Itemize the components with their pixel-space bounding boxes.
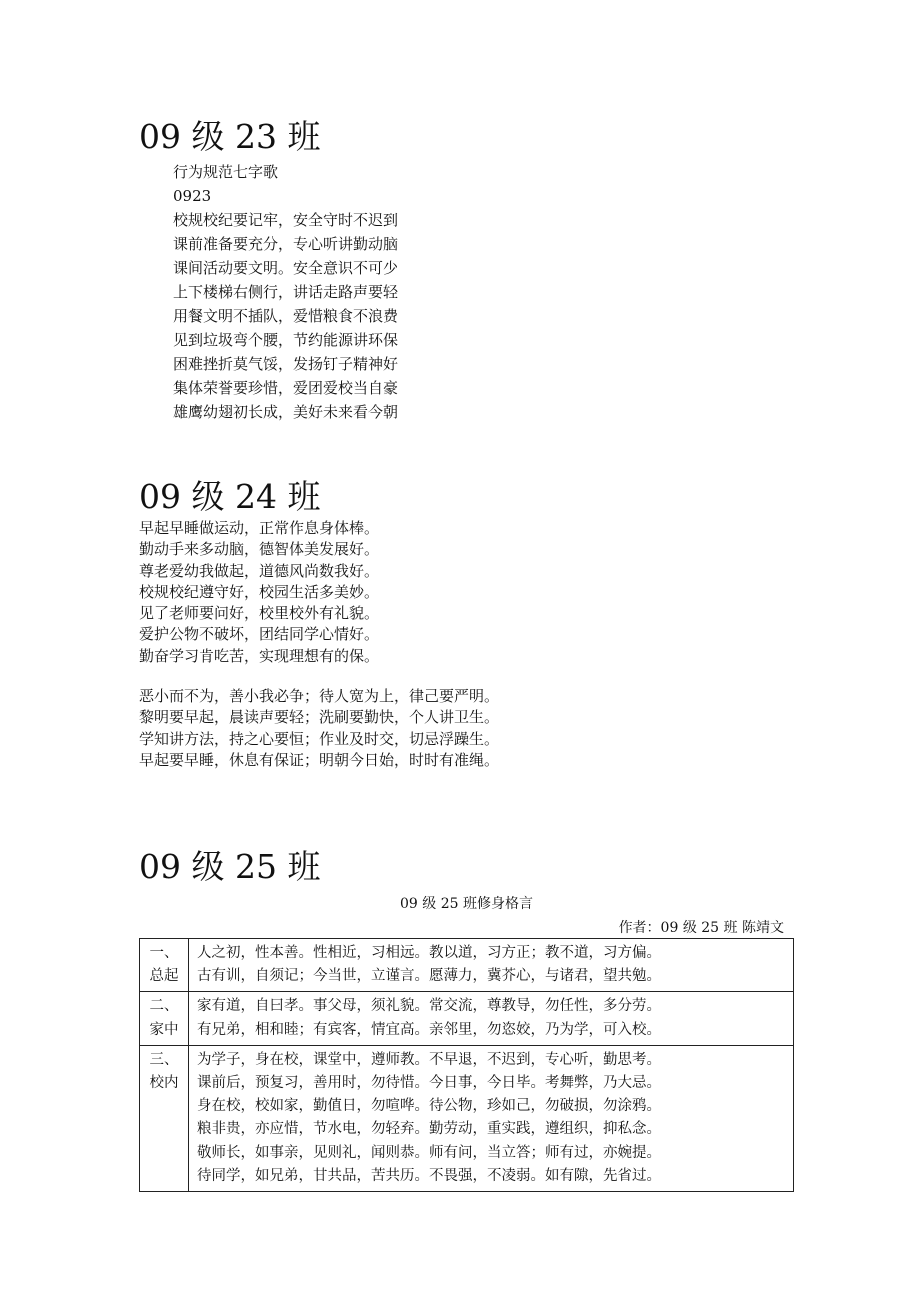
poem-line: 见到垃圾弯个腰，节约能源讲环保 [173,331,399,349]
table-row [140,992,794,1045]
poem-line: 行为规范七字歌 [173,163,279,181]
table-row [140,1045,794,1191]
section-text [189,939,794,992]
section-title: 总起 [149,968,179,985]
class24-motto [139,686,499,771]
section-number: 二、 [149,998,179,1015]
class25-heading: 09 级 25 班 [139,847,321,886]
motto-line: 早起要早睡，休息有保证；明朝今日始，时时有准绳。 [139,750,500,769]
poem-line: 上下楼梯右侧行，讲话走路声要轻 [173,283,399,301]
motto-line: 恶小而不为，善小我必争；待人宽为上，律己要严明。 [139,687,500,705]
class23-poem [173,160,398,424]
poem-line: 用餐文明不插队，爱惜粮食不浪费 [173,307,399,325]
poem-line: 校规校纪要记牢，安全守时不迟到 [173,211,399,229]
section-title: 家中 [149,1021,179,1038]
text-line: 古有训，自须记；今当世，立谨言。愿薄力，冀芥心，与诸君，望共勉。 [197,968,661,985]
text-line: 身在校，校如家，勤值日，勿喧哗。待公物，珍如己，勿破损，勿涂鸦。 [197,1098,661,1115]
text-line: 有兄弟，相和睦；有宾客，情宜高。亲邻里，勿恣姣，乃为学，可入校。 [197,1021,661,1038]
motto-line: 学知讲方法，持之心要恒；作业及时交，切忌浮躁生。 [139,729,500,748]
text-line: 课前后，预复习，善用时，勿待惜。今日事，今日毕。考舞弊，乃大忌。 [197,1075,661,1092]
text-line: 家有道，自曰孝。事父母，须礼貌。常交流，尊教导，勿任性，多分劳。 [197,998,661,1015]
table-row [140,939,794,992]
text-line: 待同学，如兄弟，甘共品，苦共历。不畏强，不凌弱。如有隙，先省过。 [197,1167,661,1184]
poem-line: 尊老爱幼我做起，道德风尚数我好。 [139,561,380,580]
motto-line: 黎明要早起，晨读声要轻；洗刷要勤快，个人讲卫生。 [139,708,500,727]
poem-line: 集体荣誉要珍惜，爱团爱校当自豪 [173,379,399,397]
class24-heading: 09 级 24 班 [139,477,321,516]
section-number: 一、 [149,945,179,961]
class25-author: 作者：09 级 25 班 陈靖文 [618,920,784,936]
poem-line: 勤奋学习肯吃苦，实现理想有的保。 [139,646,380,665]
text-line: 为学子，身在校，课堂中，遵师教。不早退，不迟到，专心听，勤思考。 [197,1051,661,1068]
poem-line: 困难挫折莫气馁，发扬钉子精神好 [173,355,399,373]
section-number: 三、 [149,1051,179,1068]
poem-line: 勤动手来多动脑，德智体美发展好。 [139,540,380,559]
poem-line: 见了老师要问好，校里校外有礼貌。 [139,604,380,623]
class24-poem [139,518,379,667]
section-title: 校内 [149,1075,179,1092]
class25-motto-table [139,938,794,1192]
poem-line: 课前准备要充分，专心听讲勤动脑 [173,235,399,253]
poem-line: 校规校纪遵守好，校园生活多美妙。 [139,582,380,601]
poem-line: 爱护公物不破坏，团结同学心情好。 [139,625,380,644]
class25-subtitle: 09 级 25 班修身格言 [400,896,533,912]
section-label [140,939,189,992]
section-text [189,992,794,1045]
poem-line: 0923 [173,187,212,205]
poem-line: 课间活动要文明。安全意识不可少 [173,259,399,277]
text-line: 人之初，性本善。性相近，习相远。教以道，习方正；教不道，习方偏。 [197,945,661,961]
poem-line: 早起早睡做运动，正常作息身体棒。 [139,519,380,537]
poem-line: 雄鹰幼翅初长成，美好未来看今朝 [173,403,399,421]
class23-heading: 09 级 23 班 [139,117,321,156]
text-line: 敬师长，如事亲，见则礼，闻则恭。师有问，当立答；师有过，亦婉提。 [197,1144,661,1161]
section-label [140,992,189,1045]
section-text [189,1045,794,1191]
text-line: 粮非贵，亦应惜，节水电，勿轻弃。勤劳动，重实践，遵组织，抑私念。 [197,1121,661,1138]
section-label [140,1045,189,1191]
